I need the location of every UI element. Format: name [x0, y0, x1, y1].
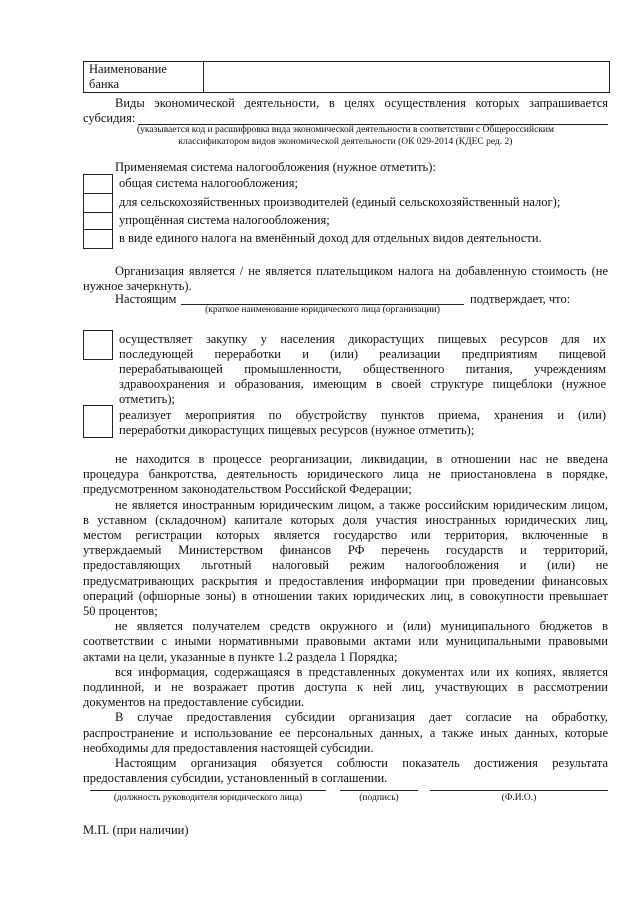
facility-checkbox[interactable]	[83, 405, 113, 438]
paragraph-2-line-2: в уставном (складочном) капитале которых доля участия иностранных юридических лиц,	[83, 513, 608, 527]
paragraph-4-line-2: подлинной, и не возражает против доступа к ней лиц, участвующих в рассмотрении	[83, 680, 608, 694]
paragraph-1-line-1: не находится в процессе реорганизации, ликвидации, в отношении нас не введена	[115, 452, 608, 466]
facility-line-2: переработки дикорастущих пищевых ресурсов (нужное отметить);	[119, 423, 475, 437]
paragraph-2-line-3: местом регистрации которых является государство или территория, включенные в	[83, 528, 608, 542]
purchase-line-3: перерабатывающей промышленности, общественного питания, учреждениям	[119, 362, 606, 376]
position-hint: (должность руководителя юридического лица)	[113, 793, 303, 803]
purchase-line-5: отметить);	[119, 392, 175, 406]
position-underline[interactable]	[90, 790, 326, 791]
paragraph-6-line-2: предоставления субсидии, установленный в соглашении.	[83, 771, 388, 785]
tax-option-simplified: упрощённая система налогообложения;	[119, 213, 330, 227]
vat-line1: Организация является / не является плательщиком налога на добавленную стоимость (не	[115, 264, 608, 278]
tax-option-general: общая система налогообложения;	[119, 176, 298, 190]
confirm-suffix: подтверждает, что:	[470, 292, 571, 306]
stamp-label: М.П. (при наличии)	[83, 823, 189, 837]
paragraph-5-line-2: распространение и использование ее персональных данных, а также иных данных, которые	[83, 726, 608, 740]
tax-checkbox-general[interactable]	[83, 174, 113, 195]
activity-hint-line2: классификатором видов экономической деятельности (ОК 029-2014 (КДЕС ред. 2)	[178, 137, 513, 147]
vat-line2: нужное зачеркнуть).	[83, 279, 192, 293]
paragraph-2-line-5: предоставляющих льготный налоговый режим налогообложения и (или) не	[83, 558, 608, 572]
bank-label: Наименование банка	[89, 62, 167, 91]
paragraph-6-line-1: Настоящим организация обязуется соблюсти показатель достижения результата	[115, 756, 608, 770]
tax-heading: Применяемая система налогообложения (нужное отметить):	[115, 160, 436, 174]
signature-hint: (подпись)	[359, 793, 399, 803]
paragraph-5-line-3: необходимы для предоставления настоящей субсидии.	[83, 741, 374, 755]
confirm-hint: (краткое наименование юридического лица (организации)	[205, 305, 440, 315]
paragraph-2-line-7: операций (офшорные зоны) в отношении таких юридических лиц, в совокупности превышает	[83, 589, 608, 603]
paragraph-3-line-3: актами на цели, указанные в пункте 1.2 раздела 1 Порядка;	[83, 650, 398, 664]
paragraph-2-line-1: не является иностранным юридическим лицом, а также российским юридическим лицом,	[115, 498, 608, 512]
purchase-line-4: здравоохранения и образования, имеющим в своей структуре пищеблоки (нужное	[119, 377, 606, 391]
paragraph-2-line-6: предусматривающих раскрытия и предоставления информации при проведении финансовых	[83, 574, 608, 588]
paragraph-2-line-4: утверждаемый Министерством финансов РФ перечень государств и территорий,	[83, 543, 608, 557]
facility-line-1: реализует мероприятия по обустройству пунктов приема, хранения и (или)	[119, 408, 606, 422]
purchase-checkbox[interactable]	[83, 330, 113, 360]
bank-value-cell[interactable]	[203, 61, 610, 93]
activity-line2-prefix: субсидия:	[83, 111, 136, 125]
paragraph-1-line-3: предусмотренном законодательством Российской Федерации;	[83, 482, 412, 496]
paragraph-4-line-1: вся информация, содержащаяся в представленных документах или их копиях, является	[115, 665, 608, 679]
purchase-line-1: осуществляет закупку у населения дикорастущих пищевых ресурсов для их	[119, 332, 606, 346]
paragraph-3-line-1: не является получателем средств окружного и (или) муниципального бюджетов в	[115, 619, 608, 633]
paragraph-2-line-8: 50 процентов;	[83, 604, 158, 618]
activity-line1: Виды экономической деятельности, в целях осуществления которых запрашивается	[115, 96, 608, 110]
activity-hint-line1: (указывается код и расшифровка вида экономической деятельности в соответствии с Общероссийским	[136, 125, 555, 135]
tax-checkbox-envd[interactable]	[83, 229, 113, 249]
paragraph-5-line-1: В случае предоставления субсидии организация дает согласие на обработку,	[115, 710, 608, 724]
tax-checkbox-agri[interactable]	[83, 193, 113, 214]
fio-hint: (Ф.И.О.)	[501, 793, 537, 803]
tax-option-envd: в виде единого налога на вменённый доход для отдельных видов деятельности.	[119, 231, 542, 245]
signature-underline[interactable]	[340, 790, 418, 791]
paragraph-4-line-3: документов на предоставление субсидии.	[83, 695, 305, 709]
fio-underline[interactable]	[430, 790, 608, 791]
confirm-prefix: Настоящим	[115, 292, 177, 306]
paragraph-3-line-2: соответствии с иными нормативными правовыми актами или муниципальными правовыми	[83, 634, 608, 648]
purchase-line-2: последующей переработки и (или) реализации предприятиям пищевой	[119, 347, 606, 361]
tax-option-agri: для сельскохозяйственных производителей (единый сельскохозяйственный налог);	[119, 195, 561, 209]
paragraph-1-line-2: процедура банкротства, деятельность юридического лица не приостановлена в порядке,	[83, 467, 608, 481]
